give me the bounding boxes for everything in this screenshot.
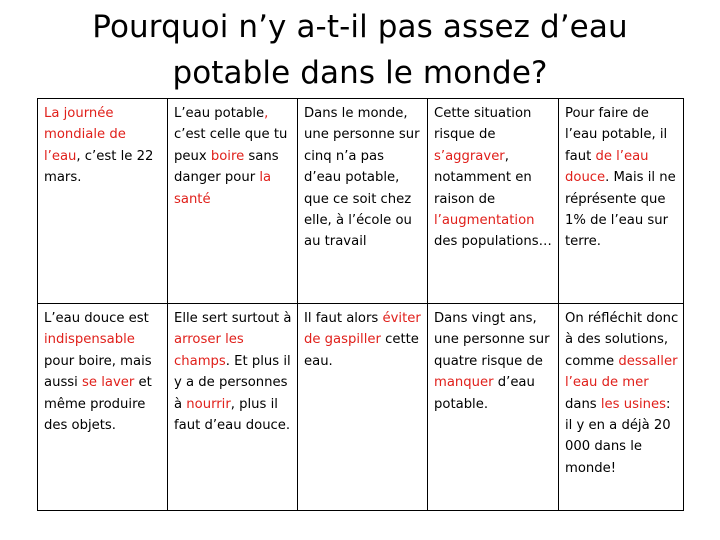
text-run: L’eau potable [174,106,265,121]
highlight-text: éviter de gaspiller [304,311,421,348]
cell-text [174,106,287,207]
page-title [0,4,720,96]
highlight-text: La journée mondiale de [44,106,126,143]
highlight-text: nourrir [186,396,231,412]
highlight-text: de l’eau douce [565,148,649,186]
text-run: sans danger pour [174,148,279,186]
table-row [38,304,684,511]
text-run: . Et plus il y a de personnes à [174,353,291,412]
table-cell [168,304,298,511]
cell-text [44,311,152,433]
cell-text [434,106,552,249]
text-run: dans [565,396,601,412]
text-run: Pour faire de l’eau potable, il faut [565,106,668,164]
highlight-text: manquer [434,375,494,391]
text-run: Il faut alors [304,311,383,326]
highlight-text: boire [210,148,245,164]
text-run: Cette situation risque de [434,106,532,143]
text-run: , plus il faut d’eau douce. [174,396,291,434]
text-run: d’eau potable. [434,375,535,412]
highlight-text: dessaller l’eau de mer [565,353,678,391]
highlight-text: arroser les champs [174,332,244,369]
text-run: Dans le monde, une personne sur cinq n’a pas d’eau potable, que ce soit chez elle, à l’école ou au travail [304,106,420,250]
text-run: , c’est le 22 mars. [44,148,154,186]
cell-text [565,106,676,249]
text-run: : il y en a déjà 20 000 dans le monde! [565,396,671,476]
cell-text [44,106,153,185]
title-line-1: Pourquoi n’y a-t-il pas assez d’eau [92,9,628,45]
text-run: . Mais il ne réprésente que 1% de l’eau sur terre. [565,170,676,250]
text-run: , notamment en raison de [434,148,532,207]
text-run: des populations… [434,234,552,250]
text-run: et même produire des objets. [44,375,152,434]
table-cell [298,304,428,511]
table-cell [38,304,168,511]
table-cell [428,304,559,511]
table-cell [38,99,168,304]
text-run: Elle sert surtout à [174,311,292,326]
text-run: c’est celle que tu peux [174,127,288,164]
title-line-2: potable dans le monde? [172,55,548,91]
highlight-text: se laver [82,375,135,391]
highlight-text: l’eau [44,148,77,164]
table-cell [428,99,559,304]
cell-text [304,311,421,369]
table-cell [559,99,684,304]
highlight-text: les usines [600,396,666,412]
cell-text [174,311,291,433]
cell-text [434,311,550,412]
text-run: L’eau douce est [44,311,149,326]
text-run: pour boire, mais aussi [44,353,152,391]
text-run: On réfléchit donc à des solutions, comme [565,311,679,369]
highlight-text: , [264,106,269,121]
cell-text [304,106,420,249]
highlight-text: la santé [174,170,272,207]
table-row [38,99,684,304]
cell-text [565,311,678,476]
table-cell [559,304,684,511]
highlight-text: indispensable [44,332,135,348]
table-cell [298,99,428,304]
highlight-text: s’aggraver [434,148,505,164]
text-run: Dans vingt ans, une personne sur quatre risque de [434,311,550,369]
table-cell [168,99,298,304]
text-run: cette eau. [304,332,419,369]
info-table [37,98,684,511]
highlight-text: l’augmentation [434,213,535,229]
